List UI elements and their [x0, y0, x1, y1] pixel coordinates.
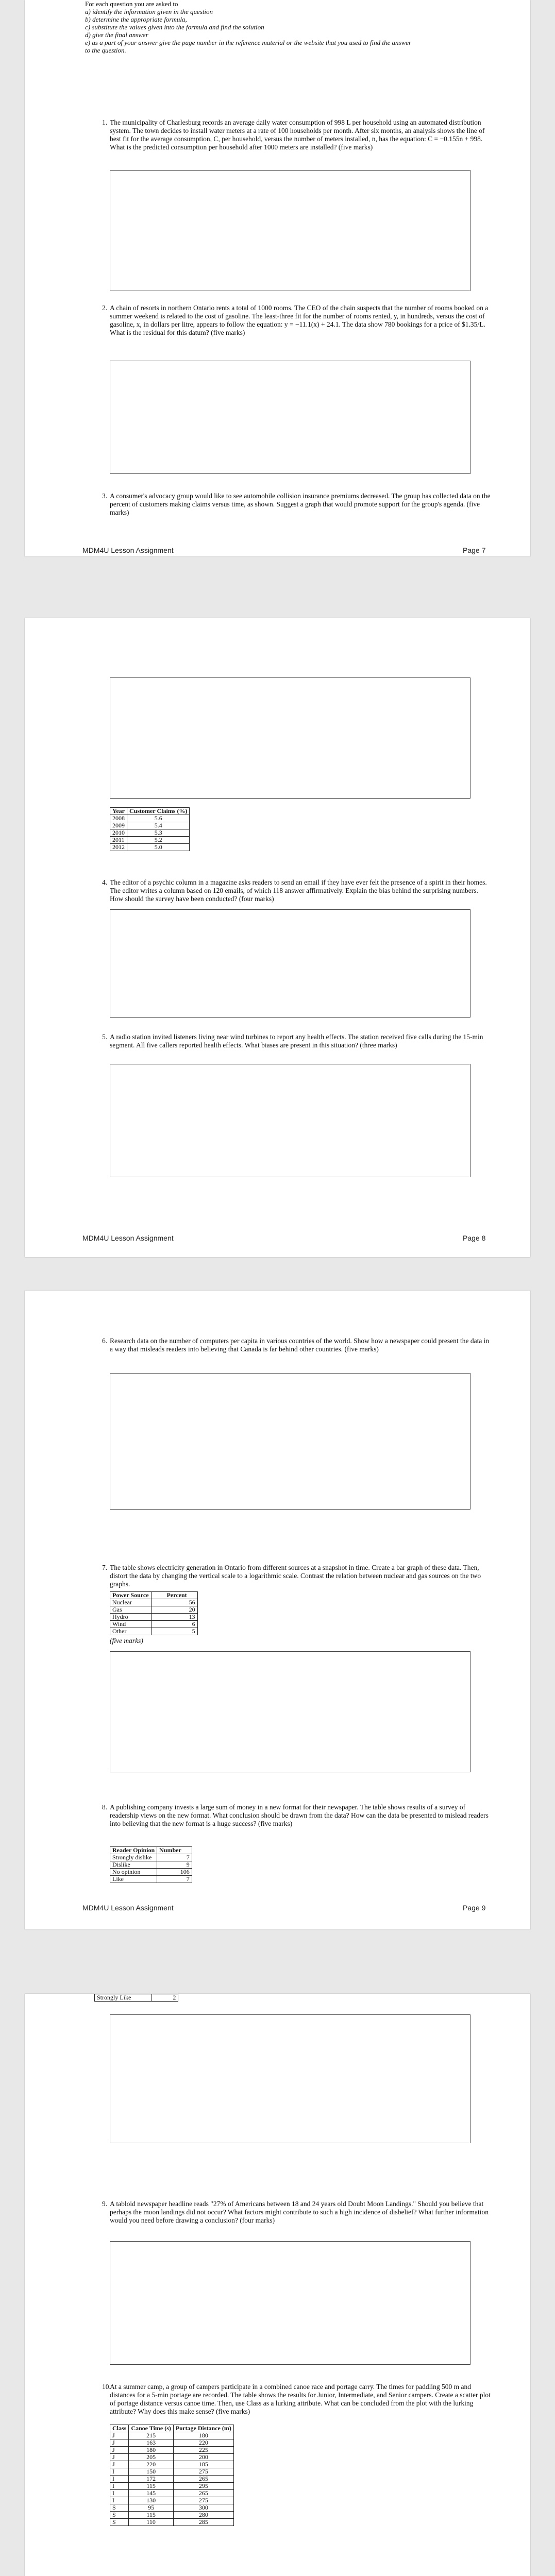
question-3	[102, 492, 491, 517]
cell: 300	[173, 2504, 233, 2512]
cell: 20	[151, 1606, 197, 1614]
question-number: 7.	[102, 1564, 108, 1571]
question-7	[102, 1564, 491, 1588]
cell: 2008	[110, 815, 127, 822]
instruction-line: b) determine the appropriate formula,	[85, 15, 187, 23]
question-6	[102, 1337, 491, 1353]
table-row	[110, 2454, 234, 2461]
cell: 9	[157, 1861, 192, 1869]
table-header: Number	[157, 1847, 192, 1854]
table-row	[110, 1861, 192, 1869]
table-header: Canoe Time (s)	[129, 2425, 174, 2432]
cell: 95	[129, 2504, 174, 2512]
question-text: The municipality of Charlesburg records an average daily water consumption of 998 L per household using an automated distribution system. The town decides to install water meters at a rate of 100 households per month. After six months, an analysis shows the line of best fit for the average consumption, C, per household, versus the number of meters installed, n, has the equation: C = −0.155n + 998. What is the predicted consumption per household after 1000 meters are installed? (five marks)	[110, 118, 485, 151]
table-header: Year	[110, 808, 127, 815]
claims-table	[110, 807, 190, 851]
cell: J	[110, 2432, 129, 2439]
question-number: 9.	[102, 2200, 108, 2208]
cell: I	[110, 2483, 129, 2490]
table-row	[110, 1854, 192, 1861]
cell: 200	[173, 2454, 233, 2461]
question-text: A consumer's advocacy group would like to see automobile collision insurance premiums decreased. The group has collected data on the percent of customers making claims versus time, as shown. Suggest a graph that would promote support for the group's agenda. (five marks)	[110, 492, 491, 516]
cell: 172	[129, 2476, 174, 2483]
question-7-marks: (five marks)	[110, 1637, 143, 1645]
table-row	[110, 829, 190, 837]
answer-box-1[interactable]	[110, 170, 470, 291]
footer-label: MDM4U Lesson Assignment	[82, 1904, 174, 1912]
question-number: 4.	[102, 878, 108, 886]
instructions	[85, 0, 477, 54]
question-text: The table shows electricity generation in Ontario from different sources at a snapshot in time. Create a bar graph of these data. Then, distort the data by changing the vertical scale to a logarithmic scale. Contrast the relation between nuclear and gas sources on the two graphs.	[110, 1564, 481, 1588]
page-8	[25, 618, 530, 1257]
cell: J	[110, 2461, 129, 2468]
table-row	[95, 1994, 178, 2002]
power-table	[110, 1591, 198, 1635]
answer-box-3[interactable]	[110, 677, 470, 799]
cell: 180	[129, 2447, 174, 2454]
question-2	[102, 304, 491, 337]
cell: 5.3	[127, 829, 190, 837]
cell: Wind	[110, 1621, 152, 1628]
cell: 110	[129, 2519, 174, 2526]
cell: 220	[129, 2461, 174, 2468]
table-row	[110, 2490, 234, 2497]
table-row	[110, 2476, 234, 2483]
cell: 13	[151, 1614, 197, 1621]
question-number: 2.	[102, 304, 108, 312]
question-1	[102, 118, 491, 151]
cell: 150	[129, 2468, 174, 2476]
page-number: Page 9	[463, 1904, 486, 1912]
question-text: At a summer camp, a group of campers participate in a combined canoe race and portage carry. The times for paddling 500 m and distances for a 5-min portage are recorded. The table shows the results for Junior, Intermediate, and Senior campers. Create a scatter plot of portage distance versus canoe time. Then, use Class as a lurking attribute. What can be concluded from the plot with the lurking attribute? Why does this make sense? (five marks)	[110, 2383, 491, 2415]
cell: 115	[129, 2512, 174, 2519]
table-header: Class	[110, 2425, 129, 2432]
cell: 285	[173, 2519, 233, 2526]
cell: 5.2	[127, 837, 190, 844]
table-row	[110, 1876, 192, 1883]
cell: 145	[129, 2490, 174, 2497]
cell: Like	[110, 1876, 157, 1883]
page-7	[25, 0, 530, 556]
table-row	[110, 1599, 198, 1606]
cell: Strongly dislike	[110, 1854, 157, 1861]
question-9	[102, 2200, 491, 2225]
cell: 2009	[110, 822, 127, 829]
table-row	[110, 815, 190, 822]
question-5	[102, 1033, 491, 1049]
cell: No opinion	[110, 1869, 157, 1876]
cell: I	[110, 2468, 129, 2476]
question-number: 3.	[102, 492, 108, 500]
cell: Hydro	[110, 1614, 152, 1621]
answer-box-4[interactable]	[110, 909, 470, 1018]
cell: Other	[110, 1628, 152, 1635]
question-4	[102, 878, 491, 903]
table-header: Reader Opinion	[110, 1847, 157, 1854]
cell: 2012	[110, 844, 127, 851]
cell: J	[110, 2454, 129, 2461]
cell: 215	[129, 2432, 174, 2439]
footer-label: MDM4U Lesson Assignment	[82, 546, 174, 554]
cell: Gas	[110, 1606, 152, 1614]
cell: 205	[129, 2454, 174, 2461]
cell: I	[110, 2490, 129, 2497]
instruction-line: e) as a part of your answer give the page number in the reference material or the website that you used to find the answer	[85, 39, 412, 46]
question-number: 5.	[102, 1033, 108, 1041]
cell: J	[110, 2447, 129, 2454]
question-number: 10.	[102, 2383, 111, 2391]
table-row	[110, 844, 190, 851]
cell: 2	[152, 1994, 178, 2002]
table-row	[110, 2439, 234, 2447]
table-header: Customer Claims (%)	[127, 808, 190, 815]
question-10	[102, 2383, 491, 2416]
cell: S	[110, 2519, 129, 2526]
cell: 180	[173, 2432, 233, 2439]
question-number: 6.	[102, 1337, 108, 1345]
answer-box-9[interactable]	[110, 2241, 470, 2365]
instruction-line: a) identify the information given in the question	[85, 8, 213, 15]
cell: 5.4	[127, 822, 190, 829]
cell: 115	[129, 2483, 174, 2490]
cell: 225	[173, 2447, 233, 2454]
answer-box-5[interactable]	[110, 1064, 470, 1177]
answer-box-8[interactable]	[110, 2014, 470, 2143]
table-row	[110, 2483, 234, 2490]
cell: 106	[157, 1869, 192, 1876]
reader-table	[110, 1846, 192, 1883]
cell: 220	[173, 2439, 233, 2447]
cell: S	[110, 2512, 129, 2519]
cell: S	[110, 2504, 129, 2512]
table-row	[110, 2447, 234, 2454]
question-number: 8.	[102, 1803, 108, 1811]
table-row	[110, 1628, 198, 1635]
cell: 7	[157, 1854, 192, 1861]
table-row	[110, 822, 190, 829]
cell: Nuclear	[110, 1599, 152, 1606]
instruction-line: to the question.	[85, 46, 126, 54]
question-8	[102, 1803, 491, 1828]
cell: Strongly Like	[95, 1994, 152, 2002]
cell: 5.0	[127, 844, 190, 851]
table-row	[110, 2461, 234, 2468]
answer-box-7[interactable]	[110, 1651, 470, 1772]
question-text: Research data on the number of computers per capita in various countries of the world. Show how a newspaper could present the data in a way that misleads readers into believing that Canada is far behind other countries. (five marks)	[110, 1337, 490, 1353]
instruction-line: For each question you are asked to	[85, 0, 178, 8]
question-text: A chain of resorts in northern Ontario rents a total of 1000 rooms. The CEO of the chain suspects that the number of rooms booked on a summer weekend is related to the cost of gasoline. The least-three fit for the number of rooms rented, y, in hundreds, versus the cost of gasoline, x, in dollars per litre, appears to follow the equation: y = −11.1(x) + 24.1. The data show 780 bookings for a price of $1.35/L. What is the residual for this datum? (five marks)	[110, 304, 489, 336]
cell: I	[110, 2476, 129, 2483]
cell: 5.6	[127, 815, 190, 822]
reader-table-continued	[94, 1994, 178, 2002]
cell: 295	[173, 2483, 233, 2490]
cell: 56	[151, 1599, 197, 1606]
cell: J	[110, 2439, 129, 2447]
question-text: A publishing company invests a large sum of money in a new format for their newspaper. The table shows results of a survey of readership views on the new format. What conclusion should be drawn from the data? How can the data be presented to mislead readers into believing that the new format is a huge success? (five marks)	[110, 1803, 489, 1827]
table-row	[110, 1869, 192, 1876]
question-number: 1.	[102, 118, 108, 126]
camp-table	[110, 2425, 234, 2526]
table-header: Portage Distance (m)	[173, 2425, 233, 2432]
table-row	[110, 2512, 234, 2519]
table-row	[110, 2432, 234, 2439]
page-number: Page 7	[463, 546, 486, 554]
question-text: The editor of a psychic column in a magazine asks readers to send an email if they have ever felt the presence of a spirit in their homes. The editor writes a column based on 120 emails, of which 118 answer affirmatively. Explain the bias behind the surprising numbers. How should the survey have been conducted? (four marks)	[110, 878, 487, 903]
table-row	[110, 2504, 234, 2512]
table-row	[110, 2497, 234, 2504]
answer-box-2[interactable]	[110, 361, 470, 474]
cell: 265	[173, 2476, 233, 2483]
question-text: A radio station invited listeners living near wind turbines to report any health effects. The station received five calls during the 15-min segment. All five callers reported health effects. What biases are present in this situation? (three marks)	[110, 1033, 483, 1049]
cell: 2010	[110, 829, 127, 837]
page-number: Page 8	[463, 1234, 486, 1242]
table-row	[110, 1606, 198, 1614]
table-row	[110, 1621, 198, 1628]
question-text: A tabloid newspaper headline reads "27% of Americans between 18 and 24 years old Doubt Moon Landings." Should you believe that perhaps the moon landings did not occur? What factors might contribute to such a high incidence of disbelief? What further information would you need before drawing a conclusion? (four marks)	[110, 2200, 489, 2224]
cell: 130	[129, 2497, 174, 2504]
table-row	[110, 2519, 234, 2526]
footer-label: MDM4U Lesson Assignment	[82, 1234, 174, 1242]
cell: 5	[151, 1628, 197, 1635]
cell: 7	[157, 1876, 192, 1883]
instruction-line: d) give the final answer	[85, 31, 148, 39]
cell: Dislike	[110, 1861, 157, 1869]
cell: 185	[173, 2461, 233, 2468]
cell: 6	[151, 1621, 197, 1628]
answer-box-6[interactable]	[110, 1373, 470, 1510]
table-header: Power Source	[110, 1592, 152, 1599]
cell: 275	[173, 2468, 233, 2476]
table-header: Percent	[151, 1592, 197, 1599]
cell: 265	[173, 2490, 233, 2497]
cell: 280	[173, 2512, 233, 2519]
cell: 275	[173, 2497, 233, 2504]
page-10	[25, 1994, 530, 2576]
instruction-line: c) substitute the values given into the formula and find the solution	[85, 23, 264, 31]
page-9	[25, 1291, 530, 1929]
table-row	[110, 837, 190, 844]
table-row	[110, 2468, 234, 2476]
cell: 163	[129, 2439, 174, 2447]
table-row	[110, 1614, 198, 1621]
cell: I	[110, 2497, 129, 2504]
cell: 2011	[110, 837, 127, 844]
